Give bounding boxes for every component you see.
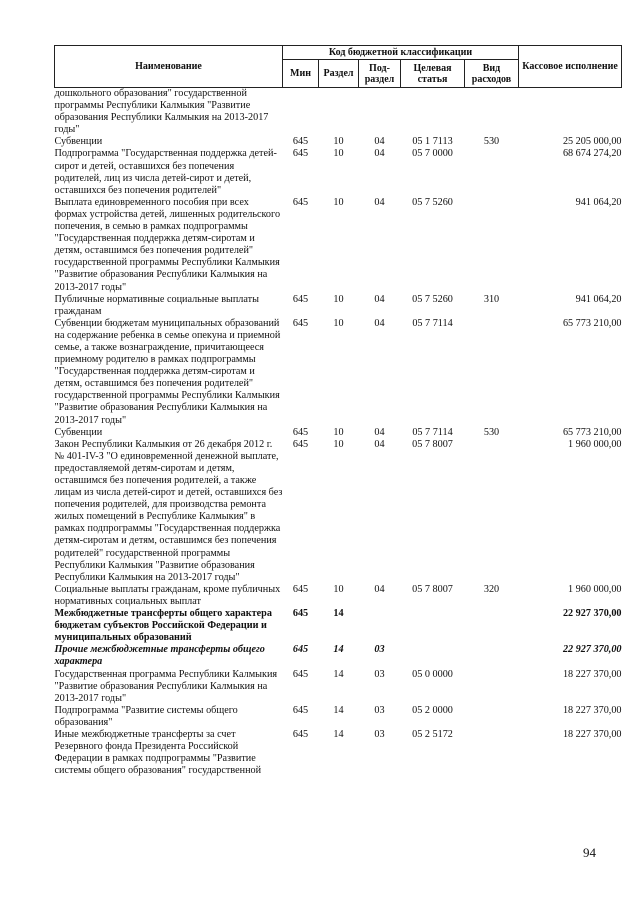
row-podrazdel: 03 [374,728,385,740]
row-razdel [319,88,359,137]
row-amount: 18 227 370,00 [562,728,622,740]
row-vid: 320 [483,583,500,595]
table-row [55,669,622,705]
table-row [55,136,622,148]
row-tselevaya: 05 7 8007 [412,583,453,595]
row-amount: 1 960 000,00 [568,583,622,595]
row-name: Публичные нормативные социальные выплаты гражданам [54,293,259,317]
row-podrazdel: 04 [374,583,385,595]
row-tselevaya: 05 7 7114 [412,317,453,329]
header-tselevaya: Целевая статья [401,60,465,88]
row-tselevaya: 05 2 0000 [412,704,453,716]
row-min: 645 [292,668,309,680]
row-razdel: 10 [333,426,344,438]
row-amount: 65 773 210,00 [562,426,622,438]
row-amount [519,88,622,137]
row-name: Социальные выплаты гражданам, кроме публичных нормативных социальных выплат [54,583,281,607]
row-amount: 68 674 274,20 [562,148,622,160]
row-vid [465,318,519,427]
row-amount: 941 064,20 [575,196,622,208]
row-tselevaya: 05 7 8007 [412,438,453,450]
row-podrazdel: 04 [374,136,385,148]
header-name: Наименование [55,46,283,88]
row-tselevaya [401,88,465,137]
row-podrazdel: 04 [374,426,385,438]
row-podrazdel: 03 [374,704,385,716]
table-row [55,644,622,668]
table-row [55,197,622,294]
table-row [55,608,622,644]
header-code-group: Код бюджетной классификации [283,46,519,60]
table-row [55,584,622,608]
table-row [55,427,622,439]
row-amount: 25 205 000,00 [562,136,622,148]
page-number: 94 [583,845,596,860]
row-vid [465,439,519,584]
row-podrazdel: 03 [374,644,385,656]
row-podrazdel: 04 [374,438,385,450]
row-podrazdel: 04 [374,148,385,160]
row-tselevaya [401,644,465,668]
row-name: Прочие межбюджетные трансферты общего характера [54,644,265,668]
header-podrazdel: Под- раздел [359,60,401,88]
row-vid [465,88,519,137]
row-tselevaya: 05 7 5260 [412,293,453,305]
row-razdel: 14 [333,608,344,620]
row-razdel: 10 [333,293,344,305]
row-amount: 941 064,20 [575,293,622,305]
row-vid: 530 [483,136,500,148]
row-podrazdel: 04 [374,317,385,329]
row-min: 645 [292,317,309,329]
row-amount: 22 927 370,00 [562,608,622,620]
row-name: Выплата единовременного пособия при всех формах устройства детей, лишенных родительского попечения, в семью в рамках подпрограммы "Государственная поддержка детям-сиротам и детям, оставшимся без попечения родителей" государственной программы Республики Калмыкия "Развитие образования Республики Калмыкия на 2013-2017 годы" [54,196,281,293]
row-podrazdel: 04 [374,196,385,208]
row-razdel: 14 [333,668,344,680]
budget-table [54,45,622,777]
table-header [55,46,622,88]
row-min: 645 [292,583,309,595]
row-min: 645 [292,136,309,148]
row-min: 645 [292,728,309,740]
row-name: Закон Республики Калмыкия от 26 декабря 2012 г. № 401-IV-З "О единовременной денежной выплате, предоставляемой детям-сиротам и детям, оставшимся без попечения родителей, а также лицам из числа детей-сирот и детей, оставшихся без попечения родителей, для производства ремонта жилых помещений в Республике Калмыкия" в рамках подпрограммы "Государственная поддержка детям-сиротам и детям, оставшимся без попечения родителей" государственной программы Республики Калмыкия "Развитие образования Республики Калмыкия на 2013-2017 годы" [54,438,283,583]
row-podrazdel [359,88,401,137]
row-razdel: 14 [333,728,344,740]
row-tselevaya: 05 7 0000 [412,148,453,160]
row-name: дошкольного образования" государственной программы Республики Калмыкия "Развитие образования Республики Калмыкия на 2013-2017 годы" [54,88,269,136]
row-name: Иные межбюджетные трансферты за счет Резервного фонда Президента Российской Федерации в рамках подпрограммы "Развитие системы общего образования" государственной [54,728,262,777]
row-podrazdel: 03 [374,668,385,680]
table-row [55,88,622,137]
row-min: 645 [292,704,309,716]
row-razdel: 10 [333,583,344,595]
row-min: 645 [292,293,309,305]
row-podrazdel: 04 [374,293,385,305]
table-row [55,705,622,729]
row-tselevaya: 05 7 5260 [412,196,453,208]
table-row [55,148,622,196]
row-vid [465,644,519,668]
row-amount: 1 960 000,00 [568,438,622,450]
row-amount: 18 227 370,00 [562,668,622,680]
row-amount: 18 227 370,00 [562,704,622,716]
row-tselevaya [401,608,465,644]
row-tselevaya: 05 2 5172 [412,728,453,740]
table-row [55,439,622,584]
table-row [55,294,622,318]
header-vid: Вид расходов [465,60,519,88]
row-vid: 530 [483,426,500,438]
row-razdel: 10 [333,438,344,450]
row-vid: 310 [483,293,500,305]
row-name: Подпрограмма "Государственная поддержка детей-сирот и детей, оставшихся без попечения родителей, лиц из числа детей-сирот и детей, оставшихся без попечения родителей" [54,148,277,196]
row-razdel: 10 [333,196,344,208]
row-min: 645 [292,438,309,450]
row-vid [465,669,519,705]
row-min: 645 [292,426,309,438]
table-row [55,729,622,777]
row-vid [465,729,519,777]
row-min: 645 [292,148,309,160]
row-name: Межбюджетные трансферты общего характера бюджетам субъектов Российской Федерации и муниципальных образований [54,608,272,644]
row-min [283,88,319,137]
row-razdel: 10 [333,148,344,160]
header-min: Мин [283,60,319,88]
row-vid [465,197,519,294]
row-name: Субвенции [54,426,103,438]
row-razdel: 10 [333,317,344,329]
row-name: Государственная программа Республики Калмыкия "Развитие образования Республики Калмыкия на 2013-2017 годы" [54,668,278,704]
row-amount: 65 773 210,00 [562,317,622,329]
row-min: 645 [292,644,309,656]
row-razdel: 10 [333,136,344,148]
row-name: Субвенции [54,136,103,148]
row-razdel: 14 [333,644,344,656]
row-min: 645 [292,608,309,620]
row-tselevaya: 05 7 7114 [412,426,453,438]
row-tselevaya: 05 1 7113 [412,136,453,148]
row-min: 645 [292,196,309,208]
header-kassovoe: Кассовое исполнение [519,46,622,88]
row-podrazdel [359,608,401,644]
row-vid [465,705,519,729]
row-razdel: 14 [333,704,344,716]
row-vid [465,608,519,644]
row-tselevaya: 05 0 0000 [412,668,453,680]
row-amount: 22 927 370,00 [562,644,622,656]
table-body [55,88,622,778]
row-vid [465,148,519,196]
header-razdel: Раздел [319,60,359,88]
row-name: Подпрограмма "Развитие системы общего образования" [54,704,238,728]
table-row [55,318,622,427]
row-name: Субвенции бюджетам муниципальных образований на содержание ребенка в семье опекуна и приемной семье, а также вознаграждение, причитающееся приемному родителю в рамках подпрограммы "Государственная поддержка детям-сиротам и детям, оставшимся без попечения родителей" государственной программы Республики Калмыкия "Развитие образования Республики Калмыкия на 2013-2017 годы" [54,317,281,426]
